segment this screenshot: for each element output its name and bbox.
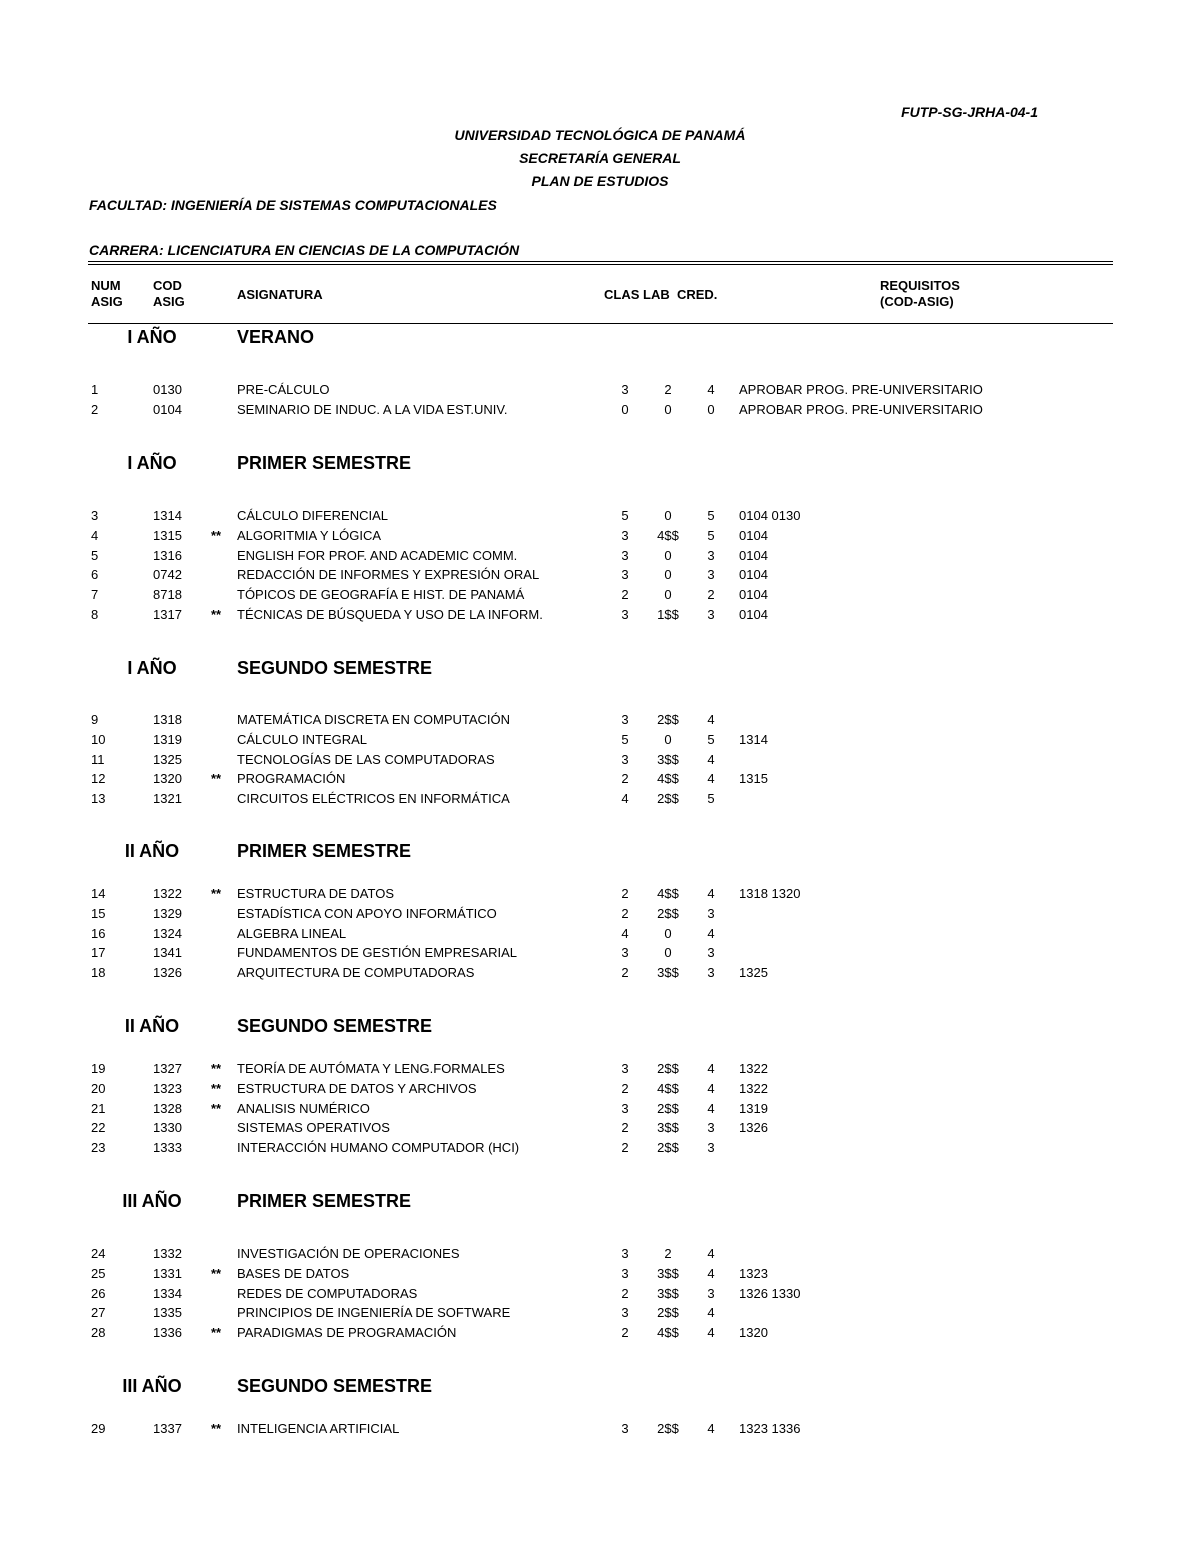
cell-num: 16 [91, 925, 106, 941]
cell-num: 23 [91, 1140, 106, 1156]
cell-cod: 1329 [153, 905, 182, 921]
cell-clas: 2 [621, 886, 629, 901]
cell-clas: 2 [621, 965, 629, 981]
cell-num: 19 [91, 1061, 106, 1076]
cell-name: TÉCNICAS DE BÚSQUEDA Y USO DE LA INFORM. [237, 607, 543, 622]
cell-cod: 1326 [153, 965, 182, 981]
cell-cred: 5 [707, 508, 715, 523]
cell-mark: ** [211, 771, 222, 787]
cell-req: 0104 [739, 607, 768, 622]
cell-lab: 0 [664, 945, 672, 961]
cell-req: 0104 0130 [739, 508, 801, 523]
cell-cod: 1335 [153, 1305, 182, 1321]
cell-req: 0104 [739, 587, 768, 603]
table-row [0, 712, 1200, 732]
table-row [0, 402, 1200, 422]
cell-cred: 5 [707, 731, 715, 747]
cell-lab: 4$$ [657, 1080, 679, 1096]
table-row [0, 1325, 1200, 1345]
cell-name: MATEMÁTICA DISCRETA EN COMPUTACIÓN [237, 712, 511, 727]
cell-cod: 1319 [153, 731, 182, 747]
cell-lab: 0 [664, 567, 672, 583]
table-row [0, 508, 1200, 528]
cell-name: ALGORITMIA Y LÓGICA [237, 527, 382, 543]
cell-lab: 0 [664, 731, 672, 747]
cell-clas: 3 [621, 527, 629, 543]
table-row [0, 965, 1200, 985]
cell-num: 5 [91, 547, 99, 563]
cell-cod: 1337 [153, 1421, 182, 1436]
cell-num: 24 [91, 1246, 106, 1261]
table-row [0, 906, 1200, 926]
cell-lab: 0 [664, 587, 672, 603]
cell-cod: 8718 [153, 587, 182, 603]
cell-cod: 1336 [153, 1325, 182, 1341]
cell-cred: 4 [707, 1080, 715, 1096]
cell-req: 1326 [739, 1120, 768, 1136]
table-row [0, 1246, 1200, 1266]
cell-clas: 2 [621, 905, 629, 921]
cell-clas: 4 [621, 925, 629, 941]
cell-cred: 0 [707, 401, 715, 417]
cell-req: APROBAR PROG. PRE-UNIVERSITARIO [739, 382, 983, 397]
cell-req: 1325 [739, 965, 768, 981]
table-row [0, 567, 1200, 587]
section-term: VERANO [237, 327, 315, 347]
cell-cod: 1327 [153, 1061, 182, 1076]
cell-cod: 1330 [153, 1120, 182, 1136]
section-term: PRIMER SEMESTRE [237, 1191, 412, 1211]
cell-mark: ** [211, 1325, 222, 1341]
cell-cred: 3 [707, 1140, 715, 1156]
table-row [0, 771, 1200, 791]
cell-lab: 4$$ [657, 886, 679, 901]
cell-num: 29 [91, 1421, 106, 1436]
cell-cod: 1314 [153, 508, 182, 523]
cell-clas: 4 [621, 791, 629, 807]
table-row [0, 1140, 1200, 1160]
cell-clas: 2 [621, 1325, 629, 1341]
table-row [0, 1120, 1200, 1140]
faculty-line: FACULTAD: INGENIERÍA DE SISTEMAS COMPUTACIONALES [89, 197, 497, 213]
cell-num: 21 [91, 1100, 106, 1116]
cell-cred: 4 [707, 1246, 715, 1261]
cell-cod: 0104 [153, 401, 182, 417]
cell-cred: 4 [707, 886, 715, 901]
cell-cod: 1315 [153, 527, 182, 543]
cell-num: 2 [91, 401, 99, 417]
cell-lab: 0 [664, 547, 672, 563]
cell-cred: 5 [707, 527, 715, 543]
cell-name: PRE-CÁLCULO [237, 382, 330, 397]
cell-lab: 2$$ [657, 712, 679, 727]
table-row [0, 1421, 1200, 1441]
cell-name: TECNOLOGÍAS DE LAS COMPUTADORAS [237, 751, 495, 767]
section-term: SEGUNDO SEMESTRE [237, 1016, 433, 1036]
table-row [0, 382, 1200, 402]
cell-name: ESTRUCTURA DE DATOS Y ARCHIVOS [237, 1080, 477, 1096]
cell-clas: 3 [621, 567, 629, 583]
cell-cred: 4 [707, 751, 715, 767]
form-code: FUTP-SG-JRHA-04-1 [901, 104, 1038, 120]
cell-lab: 2$$ [657, 1100, 679, 1116]
cell-cod: 1321 [153, 791, 182, 807]
cell-cred: 3 [707, 547, 715, 563]
cell-clas: 3 [621, 751, 629, 767]
section-year: I AÑO [127, 453, 177, 473]
cell-lab: 4$$ [657, 527, 679, 543]
table-row [0, 732, 1200, 752]
cell-req: 1326 1330 [739, 1285, 801, 1301]
cell-cred: 3 [707, 905, 715, 921]
table-row [0, 528, 1200, 548]
table-row [0, 1286, 1200, 1306]
cell-name: CIRCUITOS ELÉCTRICOS EN INFORMÁTICA [237, 791, 510, 807]
cell-lab: 0 [664, 508, 672, 523]
section-term: SEGUNDO SEMESTRE [237, 658, 433, 678]
cell-clas: 3 [621, 1100, 629, 1116]
cell-name: PROGRAMACIÓN [237, 771, 346, 787]
cell-name: ANALISIS NUMÉRICO [237, 1100, 370, 1116]
cell-name: ALGEBRA LINEAL [237, 925, 347, 941]
cell-req: 1322 [739, 1080, 768, 1096]
cell-lab: 2$$ [657, 1421, 679, 1436]
cell-req: 1320 [739, 1325, 768, 1341]
cell-cred: 4 [707, 1100, 715, 1116]
cell-clas: 2 [621, 1080, 629, 1096]
header-rule-top-2 [88, 264, 1113, 265]
cell-mark: ** [211, 1265, 222, 1281]
cell-name: INVESTIGACIÓN DE OPERACIONES [237, 1246, 460, 1261]
cell-name: SEMINARIO DE INDUC. A LA VIDA EST.UNIV. [237, 401, 508, 417]
cell-clas: 0 [621, 401, 629, 417]
cell-cod: 1331 [153, 1265, 182, 1281]
cell-lab: 4$$ [657, 1325, 679, 1341]
cell-num: 7 [91, 587, 99, 603]
cell-cod: 1332 [153, 1246, 182, 1261]
cell-lab: 2$$ [657, 1061, 679, 1076]
cell-cred: 5 [707, 791, 715, 807]
cell-req: 1323 1336 [739, 1421, 801, 1436]
office-title: SECRETARÍA GENERAL [519, 150, 681, 166]
cell-cred: 4 [707, 1305, 715, 1321]
section-year: III AÑO [122, 1191, 182, 1211]
table-row [0, 1061, 1200, 1081]
cell-mark: ** [211, 1080, 222, 1096]
cell-mark: ** [211, 607, 222, 622]
cell-lab: 3$$ [657, 965, 679, 981]
cell-clas: 3 [621, 1061, 629, 1076]
cell-clas: 3 [621, 547, 629, 563]
cell-clas: 3 [621, 712, 629, 727]
section-term: PRIMER SEMESTRE [237, 453, 412, 473]
cell-cod: 1318 [153, 712, 182, 727]
cell-clas: 3 [621, 1265, 629, 1281]
section-year: II AÑO [124, 1016, 180, 1036]
table-row [0, 926, 1200, 946]
table-row [0, 886, 1200, 906]
cell-cred: 4 [707, 382, 715, 397]
university-title: UNIVERSIDAD TECNOLÓGICA DE PANAMÁ [454, 127, 746, 143]
table-row [0, 548, 1200, 568]
cell-cred: 3 [707, 1120, 715, 1136]
cell-clas: 5 [621, 731, 629, 747]
header-rule-top-1 [88, 261, 1113, 262]
cell-req: 1314 [739, 731, 768, 747]
table-row [0, 1081, 1200, 1101]
cell-num: 6 [91, 567, 99, 583]
table-row [0, 945, 1200, 965]
cell-name: BASES DE DATOS [237, 1265, 350, 1281]
cell-clas: 2 [621, 771, 629, 787]
cell-req: 1318 1320 [739, 886, 801, 901]
section-year: I AÑO [127, 327, 177, 347]
cell-num: 17 [91, 945, 106, 961]
cell-num: 14 [91, 886, 106, 901]
cell-name: ESTRUCTURA DE DATOS [237, 886, 394, 901]
table-row [0, 587, 1200, 607]
cell-req: 0104 [739, 567, 768, 583]
cell-mark: ** [211, 1421, 222, 1436]
cell-cod: 1325 [153, 751, 182, 767]
cell-cred: 4 [707, 1265, 715, 1281]
section-year: II AÑO [124, 841, 180, 861]
cell-cred: 3 [707, 945, 715, 961]
cell-cred: 3 [707, 567, 715, 583]
cell-num: 8 [91, 607, 99, 622]
col-asignatura: ASIGNATURA [237, 287, 323, 302]
cell-lab: 3$$ [657, 1120, 679, 1136]
cell-num: 12 [91, 771, 106, 787]
cell-cod: 1328 [153, 1100, 182, 1116]
cell-cred: 3 [707, 1285, 715, 1301]
cell-req: 1323 [739, 1265, 768, 1281]
cell-lab: 2$$ [657, 1140, 679, 1156]
cell-lab: 4$$ [657, 771, 679, 787]
cell-lab: 0 [664, 401, 672, 417]
cell-name: FUNDAMENTOS DE GESTIÓN EMPRESARIAL [237, 945, 518, 961]
cell-mark: ** [211, 527, 222, 543]
cell-num: 10 [91, 731, 106, 747]
cell-cred: 4 [707, 1421, 715, 1436]
cell-req: 1322 [739, 1061, 768, 1076]
section-term: PRIMER SEMESTRE [237, 841, 412, 861]
cell-name: ENGLISH FOR PROF. AND ACADEMIC COMM. [237, 547, 518, 563]
cell-name: INTERACCIÓN HUMANO COMPUTADOR (HCI) [237, 1140, 520, 1156]
table-row [0, 607, 1200, 627]
cell-clas: 3 [621, 945, 629, 961]
cell-name: REDES DE COMPUTADORAS [237, 1285, 418, 1301]
cell-name: SISTEMAS OPERATIVOS [237, 1120, 390, 1136]
cell-req: 0104 [739, 547, 768, 563]
cell-name: ESTADÍSTICA CON APOYO INFORMÁTICO [237, 905, 497, 921]
cell-cred: 4 [707, 712, 715, 727]
col-cod: COD ASIG [153, 278, 185, 309]
cell-cred: 3 [707, 607, 715, 622]
cell-cred: 4 [707, 1325, 715, 1341]
table-row [0, 791, 1200, 811]
cell-cod: 1323 [153, 1080, 182, 1096]
cell-name: CÁLCULO INTEGRAL [237, 731, 368, 747]
cell-mark: ** [211, 1100, 222, 1116]
cell-name: TÓPICOS DE GEOGRAFÍA E HIST. DE PANAMÁ [237, 587, 525, 603]
table-row [0, 1101, 1200, 1121]
cell-cod: 1334 [153, 1285, 182, 1301]
cell-clas: 3 [621, 1246, 629, 1261]
cell-num: 13 [91, 791, 106, 807]
cell-cod: 1317 [153, 607, 182, 622]
cell-num: 20 [91, 1080, 106, 1096]
cell-lab: 3$$ [657, 1265, 679, 1281]
cell-req: APROBAR PROG. PRE-UNIVERSITARIO [739, 401, 983, 417]
cell-lab: 3$$ [657, 751, 679, 767]
cell-name: INTELIGENCIA ARTIFICIAL [237, 1421, 400, 1436]
table-row [0, 1305, 1200, 1325]
cell-cod: 1322 [153, 886, 182, 901]
cell-cred: 4 [707, 771, 715, 787]
cell-num: 27 [91, 1305, 106, 1321]
cell-cred: 4 [707, 925, 715, 941]
cell-clas: 2 [621, 587, 629, 603]
cell-clas: 3 [621, 382, 629, 397]
cell-name: PARADIGMAS DE PROGRAMACIÓN [237, 1325, 457, 1341]
cell-clas: 2 [621, 1285, 629, 1301]
cell-req: 0104 [739, 527, 768, 543]
col-clas-lab-cred: CLAS LAB CRED. [604, 287, 718, 302]
career-line: CARRERA: LICENCIATURA EN CIENCIAS DE LA COMPUTACIÓN [89, 242, 520, 258]
cell-lab: 3$$ [657, 1285, 679, 1301]
cell-num: 18 [91, 965, 106, 981]
col-num: NUM ASIG [91, 278, 123, 309]
cell-num: 28 [91, 1325, 106, 1341]
cell-clas: 3 [621, 607, 629, 622]
cell-lab: 2$$ [657, 905, 679, 921]
table-row [0, 752, 1200, 772]
cell-num: 26 [91, 1285, 106, 1301]
cell-cod: 0130 [153, 382, 182, 397]
cell-req: 1319 [739, 1100, 768, 1116]
cell-lab: 2$$ [657, 791, 679, 807]
cell-cred: 2 [707, 587, 715, 603]
header-rule-bottom [88, 323, 1113, 324]
col-requisitos: REQUISITOS (COD-ASIG) [880, 278, 960, 309]
cell-num: 22 [91, 1120, 106, 1136]
cell-req: 1315 [739, 771, 768, 787]
section-year: III AÑO [122, 1376, 182, 1396]
cell-num: 25 [91, 1265, 106, 1281]
cell-name: REDACCIÓN DE INFORMES Y EXPRESIÓN ORAL [237, 567, 540, 583]
section-term: SEGUNDO SEMESTRE [237, 1376, 433, 1396]
cell-name: CÁLCULO DIFERENCIAL [237, 508, 388, 523]
cell-num: 9 [91, 712, 99, 727]
cell-cred: 3 [707, 965, 715, 981]
cell-clas: 3 [621, 1305, 629, 1321]
cell-cod: 0742 [153, 567, 182, 583]
cell-num: 15 [91, 905, 106, 921]
cell-clas: 2 [621, 1120, 629, 1136]
document-title: PLAN DE ESTUDIOS [531, 173, 669, 189]
table-row [0, 1266, 1200, 1286]
cell-cod: 1324 [153, 925, 182, 941]
cell-num: 3 [91, 508, 99, 523]
cell-num: 1 [91, 382, 99, 397]
cell-name: ARQUITECTURA DE COMPUTADORAS [237, 965, 475, 981]
cell-clas: 5 [621, 508, 629, 523]
cell-lab: 0 [664, 925, 672, 941]
cell-clas: 3 [621, 1421, 629, 1436]
cell-clas: 2 [621, 1140, 629, 1156]
cell-mark: ** [211, 1061, 222, 1076]
cell-cod: 1341 [153, 945, 182, 961]
cell-lab: 1$$ [657, 607, 679, 622]
cell-cod: 1333 [153, 1140, 182, 1156]
cell-cod: 1316 [153, 547, 182, 563]
cell-cred: 4 [707, 1061, 715, 1076]
cell-num: 4 [91, 527, 99, 543]
cell-cod: 1320 [153, 771, 182, 787]
cell-name: PRINCIPIOS DE INGENIERÍA DE SOFTWARE [237, 1305, 511, 1321]
cell-lab: 2 [664, 382, 672, 397]
cell-lab: 2 [664, 1246, 672, 1261]
cell-name: TEORÍA DE AUTÓMATA Y LENG.FORMALES [237, 1061, 505, 1076]
section-year: I AÑO [127, 658, 177, 678]
cell-lab: 2$$ [657, 1305, 679, 1321]
cell-num: 11 [91, 751, 105, 767]
cell-mark: ** [211, 886, 222, 901]
